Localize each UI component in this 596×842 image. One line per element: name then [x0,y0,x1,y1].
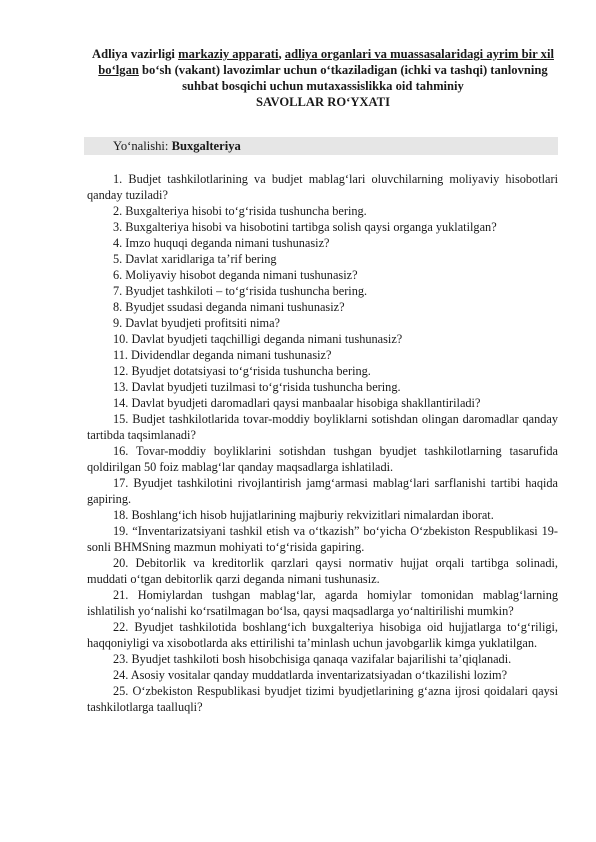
question-item: 1. Budjet tashkilotlarining va budjet mablag‘lari oluvchilarning moliyaviy hisobotlari qanday tuziladi? [87,172,558,202]
question-item: 11. Dividendlar deganda nimani tushunasiz? [113,348,332,362]
question-item: 13. Davlat byudjeti tuzilmasi to‘g‘risida tushuncha bering. [113,380,401,394]
question-item: 15. Budjet tashkilotlarida tovar-moddiy boyliklarni sotishdan olingan daromadlar qanday tartibda taqsimlanadi? [87,412,558,442]
title-list-heading: SAVOLLAR RO‘YXATI [256,95,390,109]
question-item: 12. Byudjet dotatsiyasi to‘g‘risida tushuncha bering. [113,364,371,378]
question-item: 10. Davlat byudjeti taqchilligi deganda nimani tushunasiz? [113,332,403,346]
question-item: 4. Imzo huquqi deganda nimani tushunasiz? [113,236,330,250]
question-item: 24. Asosiy vositalar qanday muddatlarda inventarizatsiyadan o‘tkazilishi lozim? [113,668,508,682]
question-item: 21. Homiylardan tushgan mablag‘lar, agarda homiylar tomonidan mablag‘larning ishlatilish yo‘nalishi ko‘rsatilmagan bo‘lsa, qaysi maqsadlarga yo‘naltirilishi mumkin? [87,588,558,618]
question-item: 6. Moliyaviy hisobot deganda nimani tushunasiz? [113,268,358,282]
question-item: 25. O‘zbekiston Respublikasi byudjet tizimi byudjetlarining g‘azna ijrosi qoidalari qaysi tashkilotlarga taalluqli? [87,684,558,714]
question-item: 17. Byudjet tashkilotini rivojlantirish jamg‘armasi mablag‘lari sarflanishi tartibi haqida gapiring. [87,476,558,506]
title-text-3: bo‘sh (vakant) lavozimlar uchun o‘tkaziladigan (ichki va tashqi) tanlovning suhbat bosqichi uchun mutaxassislikka oid tahminiy [138,63,548,93]
question-item: 20. Debitorlik va kreditorlik qarzlari qaysi normativ hujjat orqali tartibga solinadi, muddati o‘tgan debitorlik qarzi deganda nimani tushunasiz. [87,556,558,586]
question-item: 22. Byudjet tashkilotida boshlang‘ich buxgalteriya hisobiga oid hujjatlarga to‘g‘riligi, haqqoniyligi va xisobotlarda aks ettirilishi ta’minlash uchun javobgarlik kimga yuklatilgan. [87,620,558,650]
document-title [88,46,558,110]
question-item: 19. “Inventarizatsiyani tashkil etish va o‘tkazish” bo‘yicha O‘zbekiston Respublikasi 19-sonli BHMSning mazmun mohiyati to‘g‘risida gapiring. [87,524,558,554]
question-item: 23. Byudjet tashkiloti bosh hisobchisiga qanaqa vazifalar bajarilishi ta’qiqlanadi. [113,652,512,666]
question-item: 5. Davlat xaridlariga ta’rif bering [113,252,277,266]
direction-line [113,138,241,154]
question-item: 18. Boshlang‘ich hisob hujjatlarining majburiy rekvizitlari nimalardan iborat. [113,508,494,522]
title-text-1: Adliya vazirligi [92,47,179,61]
direction-label: Yo‘nalishi: [113,139,172,153]
question-item: 8. Byudjet ssudasi deganda nimani tushunasiz? [113,300,345,314]
title-underlined-1: markaziy apparati [178,47,279,61]
title-underlined-2: adliya organlari va muassasalaridagi ayrim bir xil bo‘lgan [98,47,554,77]
question-item: 9. Davlat byudjeti profitsiti nima? [113,316,280,330]
question-item: 7. Byudjet tashkiloti – to‘g‘risida tushuncha bering. [113,284,368,298]
question-item: 2. Buxgalteriya hisobi to‘g‘risida tushuncha bering. [113,204,367,218]
title-text-2: , [278,47,285,61]
questions-list [87,171,558,715]
question-item: 16. Tovar-moddiy boyliklarini sotishdan tushgan byudjet tashkilotlarning tasarufida qoldirilgan 50 foiz mablag‘lar qanday maqsadlarga ishlatiladi. [87,444,558,474]
question-item: 3. Buxgalteriya hisobi va hisobotini tartibga solish qaysi organga yuklatilgan? [113,220,497,234]
direction-value: Buxgalteriya [171,139,241,153]
question-item: 14. Davlat byudjeti daromadlari qaysi manbaalar hisobiga shakllantiriladi? [113,396,481,410]
